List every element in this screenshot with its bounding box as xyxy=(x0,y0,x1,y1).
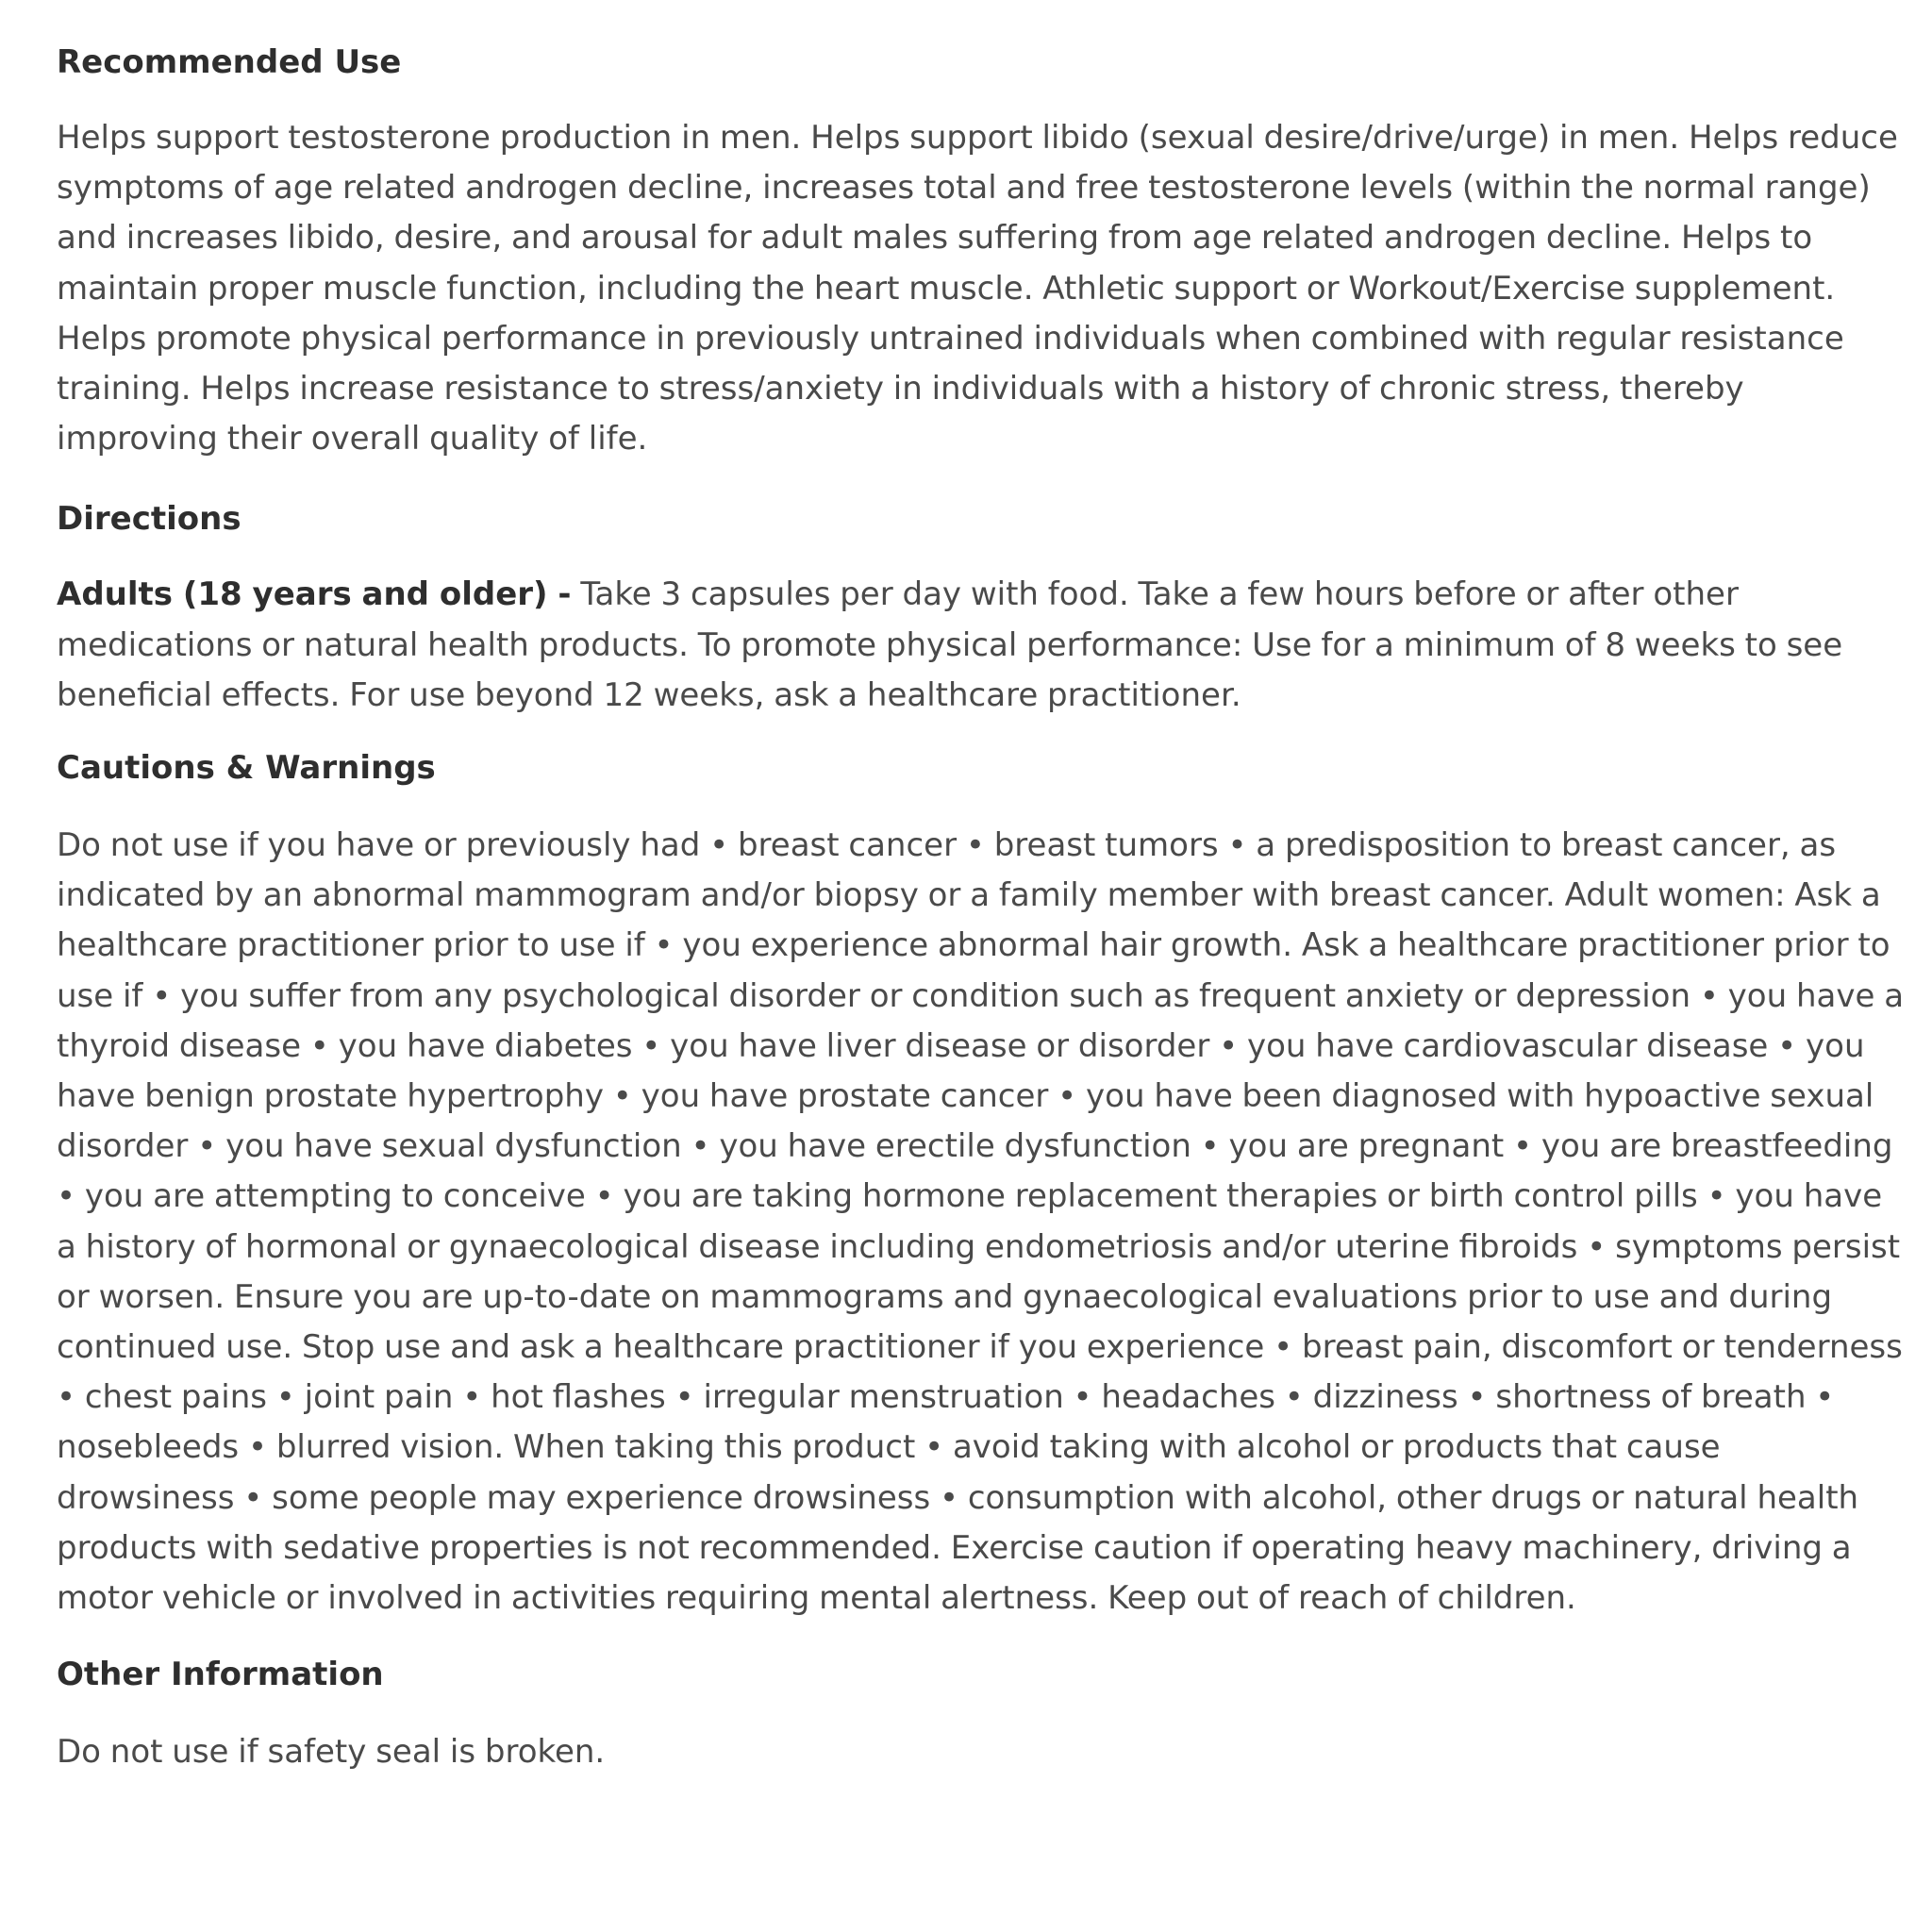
cautions-warnings-section xyxy=(57,740,1906,1624)
other-information-text: Do not use if safety seal is broken. xyxy=(57,1733,606,1772)
directions-instructions: Take 3 capsules per day with food. Take a few hours before or after other medications or natural health products. To promote physical performance: Use for a minimum of 8 weeks to see beneficial effects. For use beyond 12 weeks, ask a healthcare practitioner. xyxy=(57,575,1843,714)
directions-heading: Directions xyxy=(57,500,242,539)
directions-section xyxy=(57,491,1906,721)
other-information-section xyxy=(57,1646,1906,1777)
recommended-use-section xyxy=(57,34,1906,464)
product-info-content xyxy=(57,34,1906,1777)
other-information-heading: Other Information xyxy=(57,1656,384,1694)
recommended-use-heading: Recommended Use xyxy=(57,43,402,81)
recommended-use-text: Helps support testosterone production in men. Helps support libido (sexual desire/drive/urge) in men. Helps reduce symptoms of age related androgen decline, increases total and free testosterone levels (within the normal range) and increases libido, desire, and arousal for adult males suffering from age related androgen decline. Helps to maintain proper muscle function, including the heart muscle. Athletic support or Workout/Exercise supplement. Helps promote physical performance in previously untrained individuals when combined with regular resistance training. Helps increase resistance to stress/anxiety in individuals with a history of chronic stress, thereby improving their overall quality of life. xyxy=(57,119,1898,458)
directions-audience-label: Adults (18 years and older) - xyxy=(57,575,572,614)
cautions-warnings-text: Do not use if you have or previously had • breast cancer • breast tumors • a predisposition to breast cancer, as indicated by an abnormal mammogram and/or biopsy or a family member with breast cancer. Adult women: Ask a healthcare practitioner prior to use if • you experience abnormal hair growth. Ask a healthcare practitioner prior to use if • you suffer from any psychological disorder or condition such as frequent anxiety or depression • you have a thyroid disease • you have diabetes • you have liver disease or disorder • you have cardiovascular disease • you have benign prostate hypertrophy • you have prostate cancer • you have been diagnosed with hypoactive sexual disorder • you have sexual dysfunction • you have erectile dysfunction • you are pregnant • you are breastfeeding • you are attempting to conceive • you are taking hormone replacement therapies or birth control pills • you have a history of hormonal or gynaecological disease including endometriosis and/or uterine fibroids • symptoms persist or worsen. Ensure you are up-to-date on mammograms and gynaecological evaluations prior to use and during continued use. Stop use and ask a healthcare practitioner if you experience • breast pain, discomfort or tenderness • chest pains • joint pain • hot flashes • irregular menstruation • headaches • dizziness • shortness of breath • nosebleeds • blurred vision. When taking this product • avoid taking with alcohol or products that cause drowsiness • some people may experience drowsiness • consumption with alcohol, other drugs or natural health products with sedative properties is not recommended. Exercise caution if operating heavy machinery, driving a motor vehicle or involved in activities requiring mental alertness. Keep out of reach of children. xyxy=(57,826,1905,1618)
directions-text xyxy=(57,570,1906,721)
cautions-warnings-heading: Cautions & Warnings xyxy=(57,749,436,788)
